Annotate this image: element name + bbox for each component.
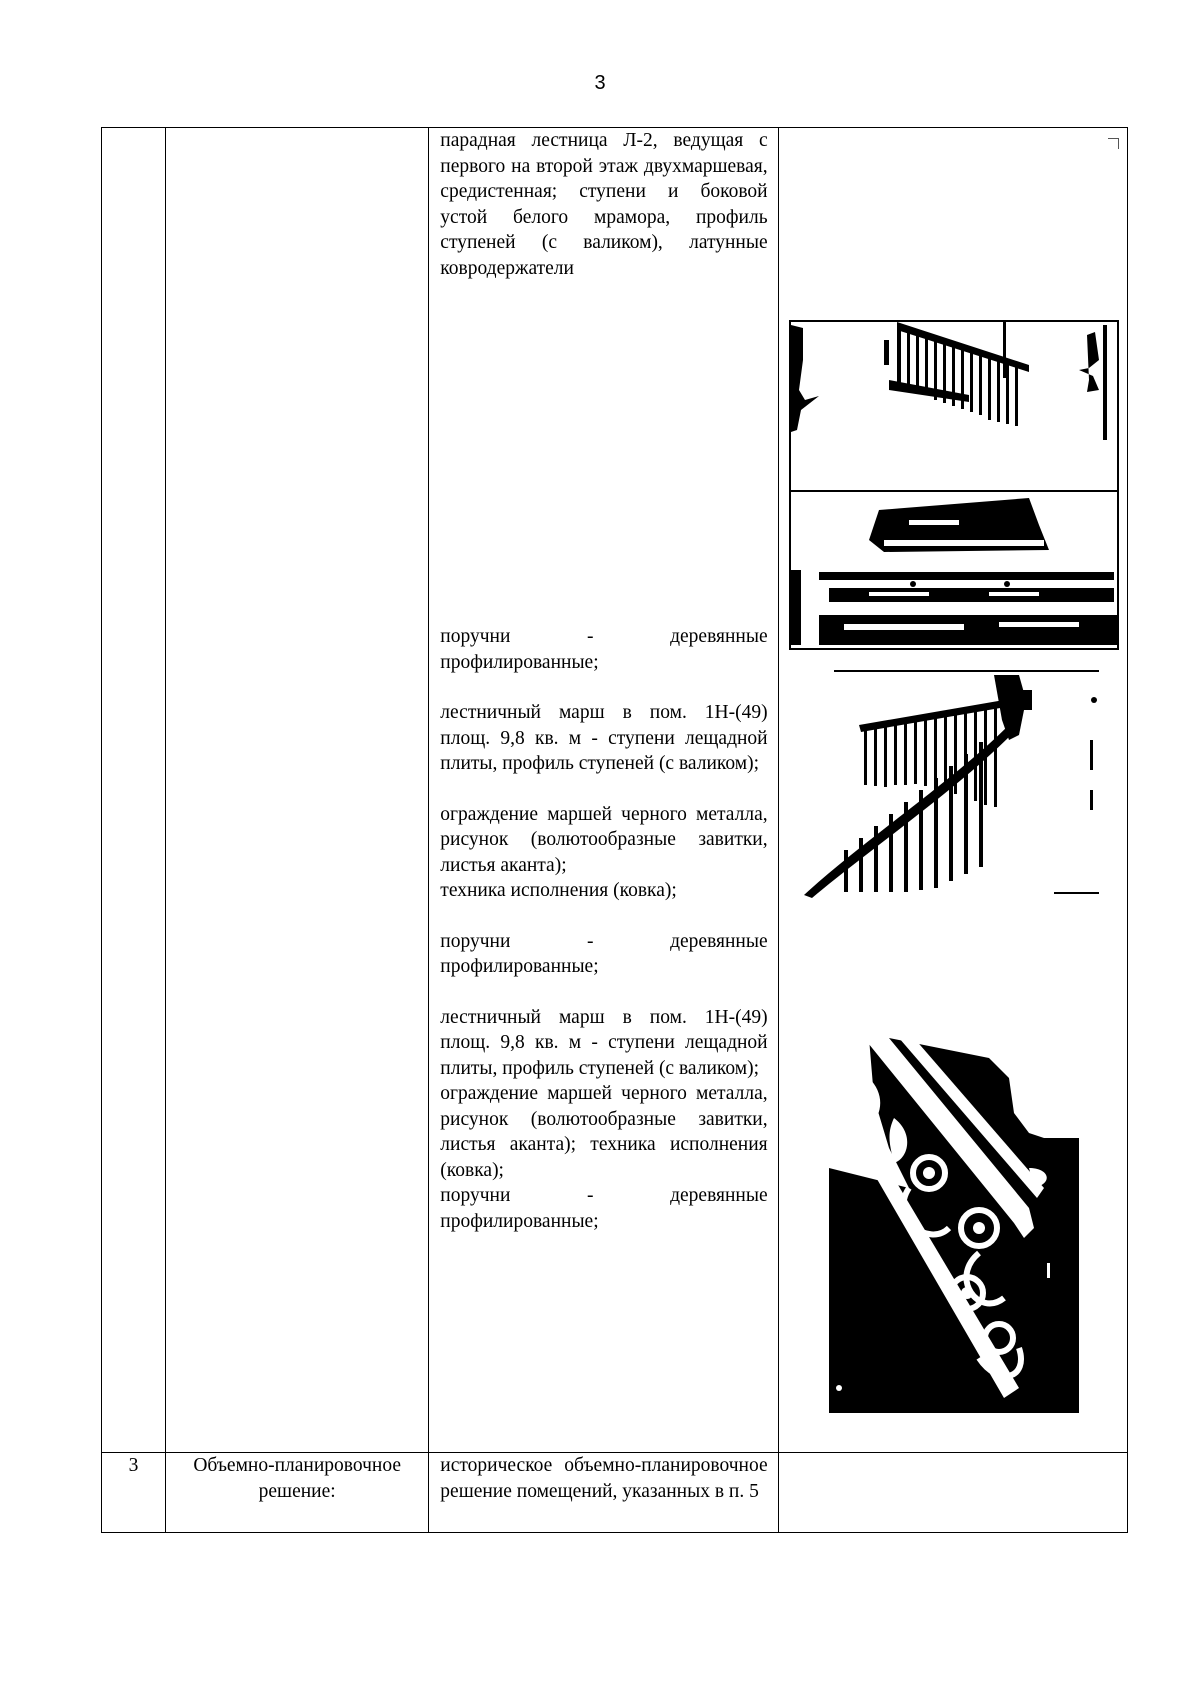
description-cell: [429, 1453, 778, 1533]
photo-cell: [778, 128, 1127, 1453]
protected-features-table: [101, 127, 1128, 1533]
description-cell: [429, 128, 778, 1453]
row-name-cell: Объемно-планировочное решение:: [166, 1453, 429, 1533]
paragraph: ограждение маршей черного металла, рисунок (волютообразные завитки, листья аканта); техника исполнения (ковка);: [440, 1083, 768, 1181]
paragraph: парадная лестница Л-2, ведущая с первого на второй этаж двухмаршевая, средистенная; ступени и боковой устой белого мрамора, профиль ступеней (с валиком), латунные ковродержатели: [440, 130, 768, 279]
corner-mark: [1108, 138, 1119, 149]
row-name-cell: [166, 128, 429, 1453]
wrought-iron-railing-photo: [829, 1038, 1079, 1413]
row-number-cell: [102, 128, 166, 1453]
paragraph: историческое объемно-планировочное решение помещений, указанных в п. 5: [440, 1455, 768, 1502]
page-number: 3: [594, 72, 606, 94]
paragraph: поручни - деревянные профилированные;: [440, 1185, 768, 1232]
photo-cell: [778, 1453, 1127, 1533]
staircase-photo: [789, 320, 1119, 650]
paragraph: ограждение маршей черного металла, рисунок (волютообразные завитки, листья аканта);: [440, 803, 768, 876]
table-row: [102, 128, 1128, 1453]
paragraph: техника исполнения (ковка);: [440, 880, 677, 901]
paragraph: поручни - деревянные профилированные;: [440, 626, 768, 673]
paragraph: поручни - деревянные профилированные;: [440, 930, 768, 977]
table-row: [102, 1453, 1128, 1533]
paragraph: лестничный марш в пом. 1Н-(49) площ. 9,8 кв. м - ступени лещадной плиты, профиль ступеней (с валиком);: [440, 1006, 768, 1079]
paragraph: лестничный марш в пом. 1Н-(49) площ. 9,8 кв. м - ступени лещадной плиты, профиль ступеней (с валиком);: [440, 702, 768, 774]
row-number-cell: 3: [102, 1453, 166, 1533]
balustrade-photo: [804, 670, 1104, 900]
